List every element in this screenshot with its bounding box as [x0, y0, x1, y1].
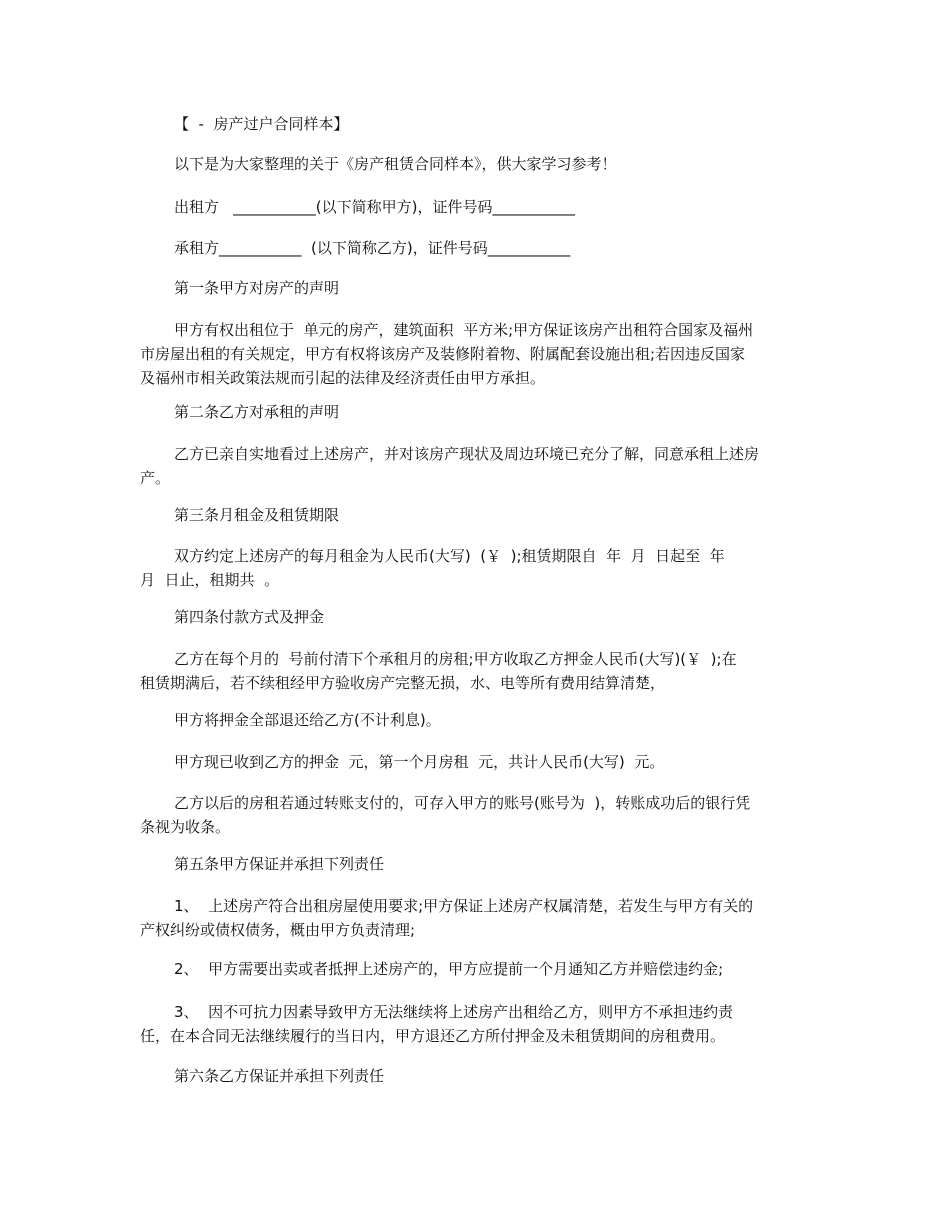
article5-item3-line-1: 3、 因不可抗力因素导致甲方无法继续将上述房产出租给乙方，则甲方不承担违约责 — [174, 1003, 734, 1021]
article4-p2: 甲方将押金全部退还给乙方(不计利息)。 — [174, 711, 441, 729]
article2-line-2: 产。 — [140, 469, 171, 487]
article3-line-1: 双方约定上述房产的每月租金为人民币(大写) (￥ );租赁期限自 年 月 日起至 年 — [174, 547, 725, 565]
article6-heading: 第六条乙方保证并承担下列责任 — [174, 1067, 385, 1085]
article4-p1-line-2: 租赁期满后，若不续租经甲方验收房产完整无损，水、电等所有费用结算清楚， — [140, 674, 666, 692]
article3-line-2: 月 日止，租期共 。 — [140, 571, 280, 589]
intro-paragraph: 以下是为大家整理的关于《房产租赁合同样本》，供大家学习参考！ — [174, 155, 617, 173]
article5-heading: 第五条甲方保证并承担下列责任 — [174, 855, 385, 873]
article1-heading: 第一条甲方对房产的声明 — [174, 279, 340, 297]
article4-heading: 第四条付款方式及押金 — [174, 608, 325, 626]
lessor-line: 出租方 ___________(以下简称甲方)，证件号码___________ — [174, 198, 576, 216]
article4-p1-line-1: 乙方在每个月的 号前付清下个承租月的房租;甲方收取乙方押金人民币(大写)(￥ );在 — [174, 650, 737, 668]
article4-p4-line-1: 乙方以后的房租若通过转账支付的，可存入甲方的账号(账号为 )，转账成功后的银行凭 — [174, 794, 751, 812]
article2-heading: 第二条乙方对承租的声明 — [174, 403, 340, 421]
article3-heading: 第三条月租金及租赁期限 — [174, 506, 340, 524]
article2-line-1: 乙方已亲自实地看过上述房产，并对该房产现状及周边环境已充分了解，同意承租上述房 — [174, 445, 760, 463]
article5-item1-line-2: 产权纠纷或债权债务，概由甲方负责清理; — [140, 921, 416, 939]
article4-p3: 甲方现已收到乙方的押金 元，第一个月房租 元，共计人民币(大写) 元。 — [174, 753, 665, 771]
lessee-line: 承租方___________ (以下简称乙方)，证件号码___________ — [174, 239, 571, 257]
article1-line-2: 市房屋出租的有关规定，甲方有权将该房产及装修附着物、附属配套设施出租;若因违反国家 — [140, 345, 746, 363]
article5-item3-line-2: 任，在本合同无法继续履行的当日内，甲方退还乙方所付押金及未租赁期间的房租费用。 — [140, 1027, 726, 1045]
article5-item1-line-1: 1、 上述房产符合出租房屋使用要求;甲方保证上述房产权属清楚，若发生与甲方有关的 — [174, 897, 754, 915]
document-title: 【 - 房产过户合同样本】 — [174, 115, 349, 133]
article1-line-1: 甲方有权出租位于 单元的房产，建筑面积 平方米;甲方保证该房产出租符合国家及福州 — [174, 321, 754, 339]
article4-p4-line-2: 条视为收条。 — [140, 818, 231, 836]
article1-line-3: 及福州市相关政策法规而引起的法律及经济责任由甲方承担。 — [140, 369, 546, 387]
article5-item2: 2、 甲方需要出卖或者抵押上述房产的，甲方应提前一个月通知乙方并赔偿违约金; — [174, 960, 724, 978]
